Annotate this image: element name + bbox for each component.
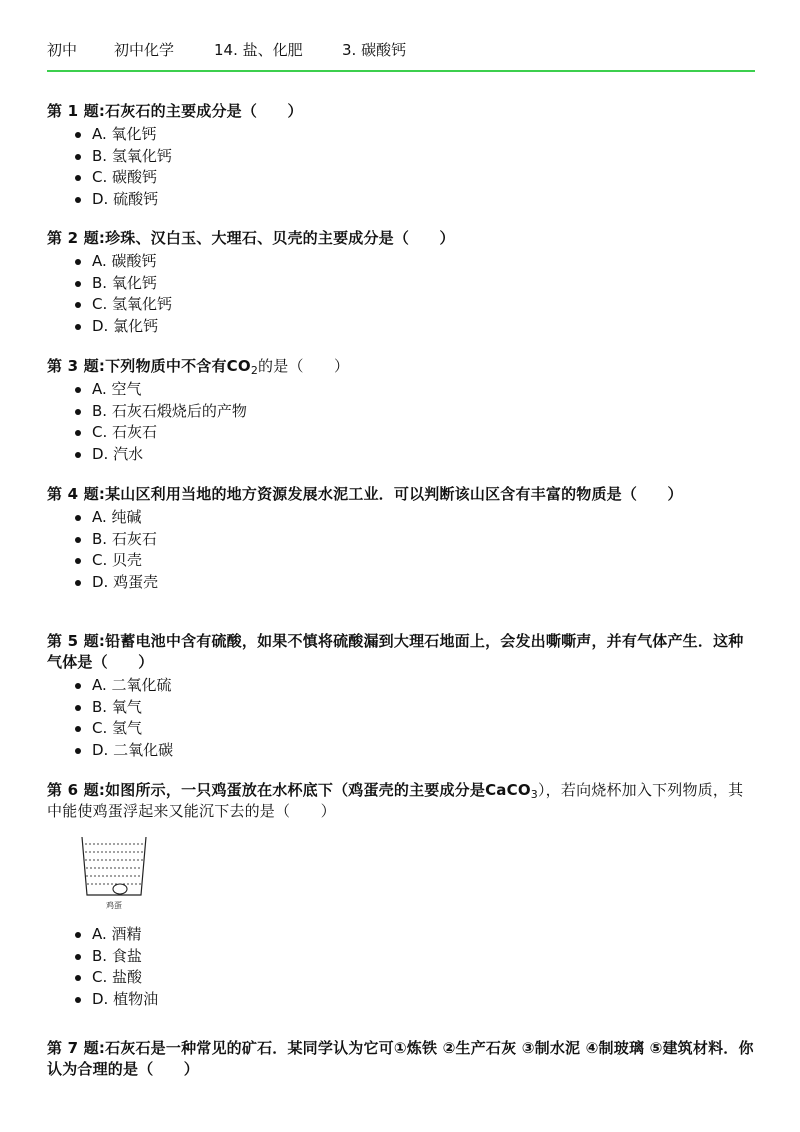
breadcrumb-level-3[interactable]: 14. 盐、化肥: [214, 41, 303, 59]
option-b: B. 氧化钙: [47, 273, 757, 295]
option-list: [47, 251, 757, 337]
option-c: C. 石灰石: [47, 422, 757, 444]
option-list: [47, 507, 757, 593]
option-d: D. 硫酸钙: [47, 189, 757, 211]
question-title: [47, 356, 757, 377]
option-c: C. 碳酸钙: [47, 167, 757, 189]
option-c: C. 贝壳: [47, 550, 757, 572]
option-d: D. 汽水: [47, 444, 757, 466]
option-b: B. 石灰石煅烧后的产物: [47, 401, 757, 423]
breadcrumb-level-1[interactable]: 初中: [47, 41, 78, 59]
option-list: [47, 924, 757, 1010]
question-title-main: 第 3 题:下列物质中不含有CO: [47, 357, 251, 375]
question-5: [47, 631, 757, 761]
question-title-subscript: 3: [530, 788, 538, 801]
option-d: D. 植物油: [47, 989, 757, 1011]
option-a: A. 碳酸钙: [47, 251, 757, 273]
option-a: A. 二氧化硫: [47, 675, 757, 697]
breadcrumb-level-2[interactable]: 初中化学: [114, 41, 175, 59]
question-1: [47, 101, 757, 210]
question-title-rest: ），若向烧杯加入下列物质，其中能使鸡蛋浮起来又能沉下去的是（ ）: [47, 781, 744, 820]
option-a: A. 纯碱: [47, 507, 757, 529]
breadcrumb: [47, 38, 755, 62]
option-a: A. 氧化钙: [47, 124, 757, 146]
question-title: 第 5 题:铅蓄电池中含有硫酸，如果不慎将硫酸漏到大理石地面上，会发出嘶嘶声，并有气体产生．这种气体是（ ）: [47, 632, 744, 671]
option-c: C. 氢氧化钙: [47, 294, 757, 316]
question-title: 第 1 题:石灰石的主要成分是（ ）: [47, 102, 303, 120]
header-divider: [47, 70, 755, 72]
option-d: D. 二氧化碳: [47, 740, 757, 762]
figure-label: 鸡蛋: [106, 901, 122, 910]
question-title: 第 4 题:某山区利用当地的地方资源发展水泥工业．可以判断该山区含有丰富的物质是（ ）: [47, 485, 683, 503]
question-title: [47, 780, 757, 822]
option-a: A. 空气: [47, 379, 757, 401]
beaker-egg-figure: [79, 832, 149, 912]
option-b: B. 氧气: [47, 697, 757, 719]
option-b: B. 氢氧化钙: [47, 146, 757, 168]
question-title-rest: 的是（ ）: [258, 357, 350, 375]
question-title-subscript: 2: [250, 364, 259, 377]
question-title: 第 7 题:石灰石是一种常见的矿石．某同学认为它可①炼铁 ②生产石灰 ③制水泥 ④制玻璃 ⑤建筑材料．你认为合理的是（ ）: [47, 1039, 754, 1078]
question-7: [47, 1038, 757, 1082]
option-d: D. 鸡蛋壳: [47, 572, 757, 594]
question-title: 第 2 题:珍珠、汉白玉、大理石、贝壳的主要成分是（ ）: [47, 229, 455, 247]
option-b: B. 石灰石: [47, 529, 757, 551]
question-title-main: 第 6 题:如图所示，一只鸡蛋放在水杯底下（鸡蛋壳的主要成分是CaCO: [47, 781, 531, 799]
question-2: [47, 228, 757, 337]
option-list: [47, 675, 757, 761]
question-6: [47, 780, 757, 1010]
option-c: C. 盐酸: [47, 967, 757, 989]
option-c: C. 氢气: [47, 718, 757, 740]
question-4: [47, 484, 757, 593]
option-list: [47, 124, 757, 210]
option-b: B. 食盐: [47, 946, 757, 968]
question-3: [47, 356, 757, 465]
breadcrumb-level-4[interactable]: 3. 碳酸钙: [342, 41, 407, 59]
option-d: D. 氯化钙: [47, 316, 757, 338]
option-list: [47, 379, 757, 465]
option-a: A. 酒精: [47, 924, 757, 946]
